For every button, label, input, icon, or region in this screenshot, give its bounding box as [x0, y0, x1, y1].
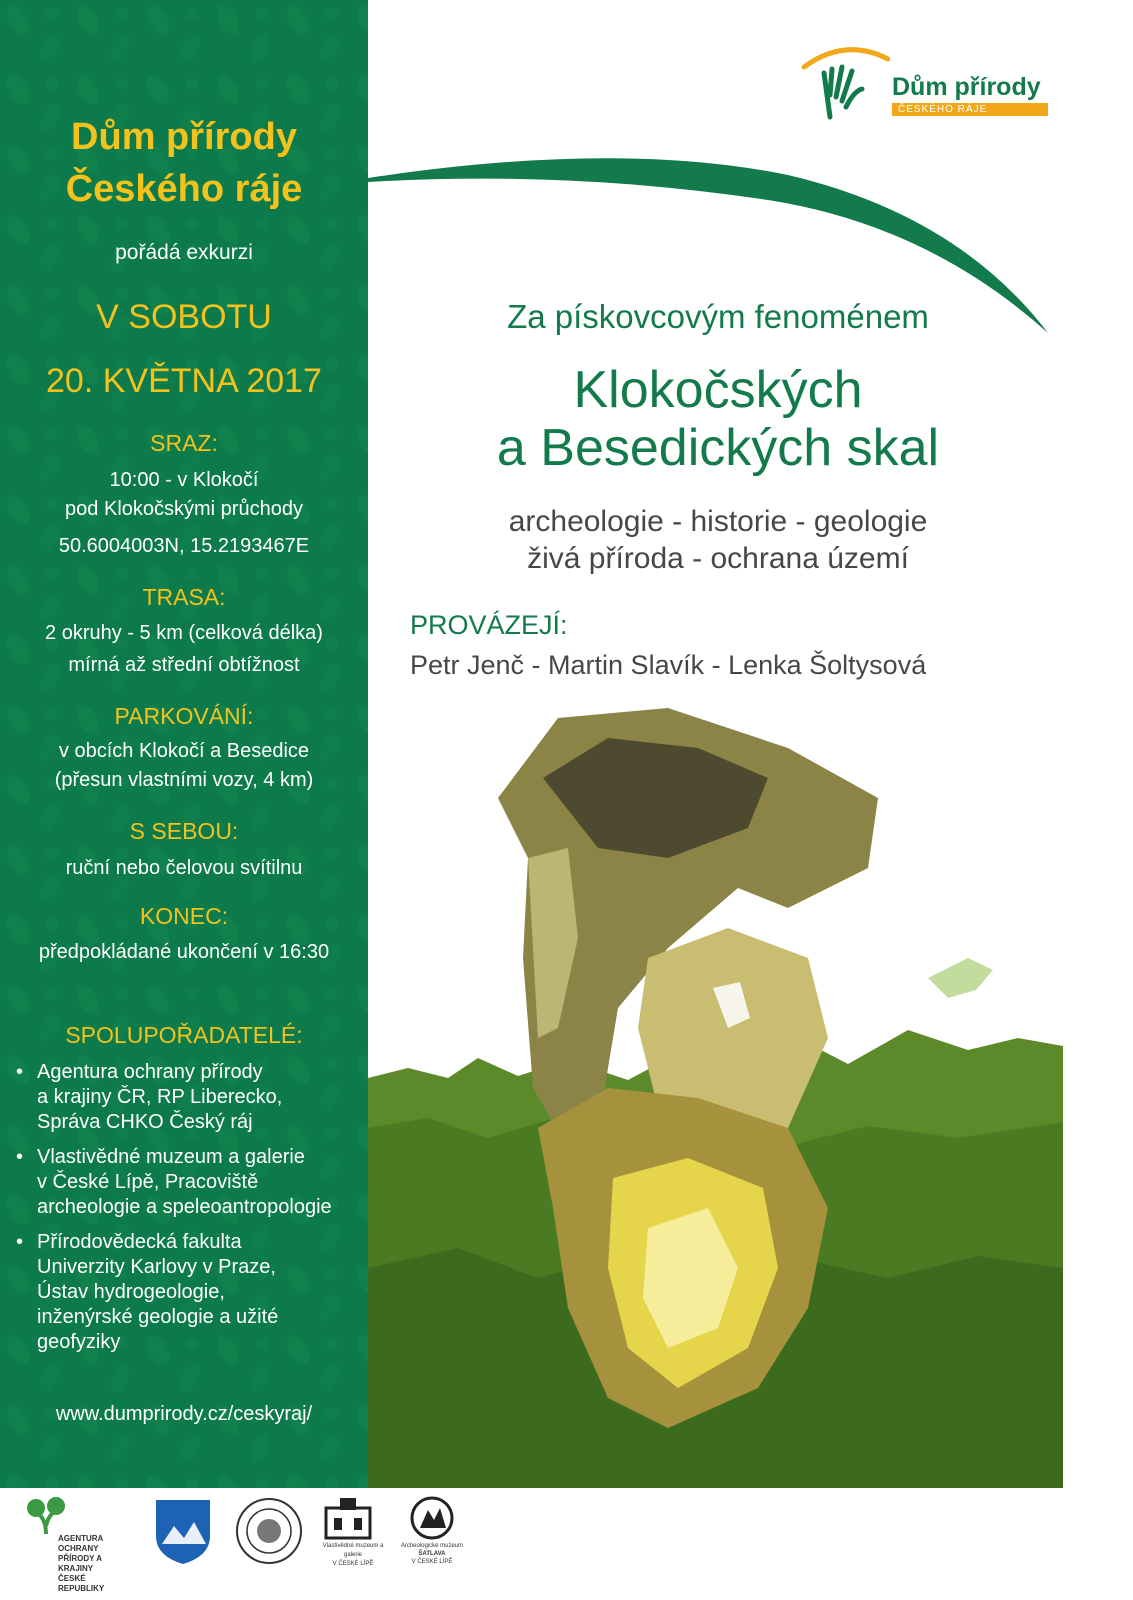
- route-length: 2 okruhy - 5 km (celková délka): [45, 622, 323, 644]
- aopk-logo: AGENTURA OCHRANY PŘÍRODY A KRAJINY ČESKÉ REPUBLIKY: [22, 1496, 132, 1576]
- route-difficulty: mírná až střední obtížnost: [68, 654, 300, 676]
- logo-subtitle: ČESKÉHO RÁJE: [892, 103, 1048, 116]
- parking-label: PARKOVÁNÍ:: [114, 703, 254, 729]
- event-subtitle: Za pískovcovým fenoménem: [507, 298, 929, 335]
- main-content: [368, 0, 1133, 1488]
- faculty-seal-icon: [234, 1496, 304, 1566]
- museum-building-icon: [318, 1496, 378, 1540]
- bring-text: ruční nebo čelovou svítilnu: [65, 857, 303, 879]
- meeting-label: SRAZ:: [150, 430, 218, 456]
- event-date: 20. KVĚTNA 2017: [46, 362, 322, 400]
- guides-label: PROVÁZEJÍ:: [410, 610, 568, 640]
- website-link[interactable]: www.dumprirody.cz/ceskyraj/: [55, 1403, 313, 1425]
- event-title-line2: a Besedických skal: [496, 419, 940, 477]
- meeting-place: pod Klokočskými průchody: [65, 498, 303, 520]
- event-title-line1: Klokočských: [573, 361, 863, 419]
- end-label: KONEC:: [139, 903, 229, 929]
- partner-item: • Vlastivědné muzeum a galerie v České Lípě, Pracoviště archeologie a speleoantropologie: [14, 1145, 359, 1220]
- info-sidebar: [0, 0, 368, 1488]
- logo-title: Dům přírody: [892, 73, 1041, 101]
- route-label: TRASA:: [142, 584, 226, 610]
- partner-item: • Přírodovědecká fakulta Univerzity Karlovy v Praze, Ústav hydrogeologie, inženýrské geologie a užité geofyziky: [14, 1230, 359, 1355]
- sandstone-rock-illustration: [368, 708, 1068, 1488]
- partners-list: [14, 1060, 359, 1365]
- partner-item: • Agentura ochrany přírody a krajiny ČR, RP Liberecko, Správa CHKO Český ráj: [14, 1060, 359, 1135]
- satlava-round-emblem-icon: [400, 1496, 464, 1540]
- event-day: V SOBOTU: [96, 298, 272, 336]
- bring-label: S SEBOU:: [129, 818, 239, 844]
- parking-places: v obcích Klokočí a Besedice: [58, 740, 310, 762]
- meeting-time-place: 10:00 - v Klokočí: [109, 469, 259, 491]
- end-text: předpokládané ukončení v 16:30: [38, 941, 330, 963]
- satlava-museum-logo: Archeologické muzeum ŠATLAVA V ČESKÉ LÍPĚ: [400, 1496, 470, 1586]
- parking-transfer: (přesun vlastními vozy, 4 km): [54, 769, 314, 791]
- partners-label: SPOLUPOŘADATELÉ:: [65, 1022, 303, 1048]
- museum-logo: Vlastivědné muzeum a galerie V ČESKÉ LÍPĚ: [318, 1496, 388, 1586]
- protected-landscape-emblem-icon: [152, 1496, 214, 1566]
- organizes-text: pořádá exkurzi: [115, 241, 253, 264]
- aopk-leaf-icon: [22, 1496, 82, 1536]
- meeting-coordinates: 50.6004003N, 15.2193467E: [58, 535, 310, 557]
- topics-line1: archeologie - historie - geologie: [508, 505, 928, 538]
- topics-line2: živá příroda - ochrana území: [527, 542, 909, 575]
- organizer-name-line1: Dům přírody: [71, 116, 297, 158]
- guides-names: Petr Jenč - Martin Slavík - Lenka Šoltysová: [410, 650, 927, 680]
- organizer-name-line2: Českého ráje: [65, 168, 303, 210]
